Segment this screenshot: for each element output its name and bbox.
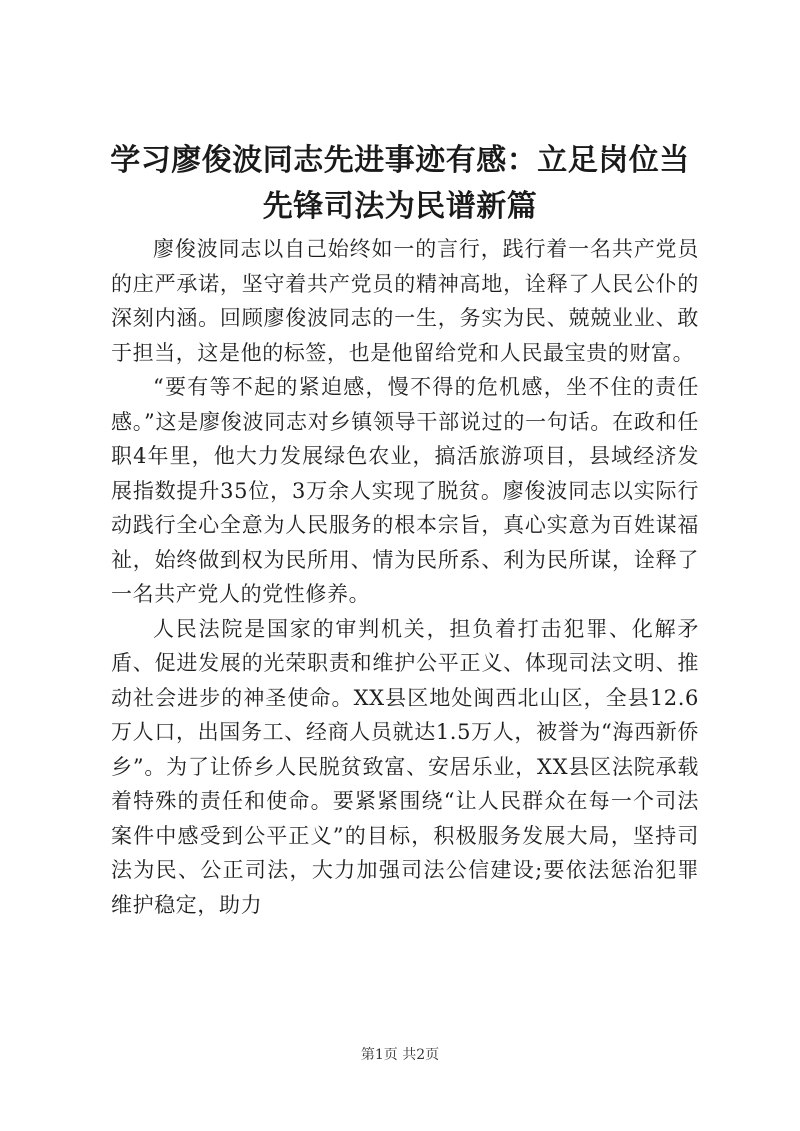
paragraph-1: 廖俊波同志以自己始终如一的言行，践行着一名共产党员的庄严承诺，坚守着共产党员的精神高地，诠释了人民公仆的深刻内涵。回顾廖俊波同志的一生，务实为民、兢兢业业、敢于担当，这是他的标签，也是他留给党和人民最宝贵的财富。 bbox=[111, 237, 699, 365]
paragraph-2: “要有等不起的紧迫感，慢不得的危机感，坐不住的责任感。”这是廖俊波同志对乡镇领导干部说过的一句话。在政和任职4年里，他大力发展绿色农业，搞活旅游项目，县域经济发展指数提升35位，3万余人实现了脱贫。廖俊波同志以实际行动践行全心全意为人民服务的根本宗旨，真心实意为百姓谋福祉，始终做到权为民所用、情为民所系、利为民所谋，诠释了一名共产党人的党性修养。 bbox=[111, 375, 699, 606]
paragraph-3: 人民法院是国家的审判机关，担负着打击犯罪、化解矛盾、促进发展的光荣职责和维护公平正义、体现司法文明、推动社会进步的神圣使命。XX县区地处闽西北山区，全县12.6万人口，出国务工、经商人员就达1.5万人，被誉为“海西新侨乡”。为了让侨乡人民脱贫致富、安居乐业，XX县区法院承载着特殊的责任和使命。要紧紧围绕“让人民群众在每一个司法案件中感受到公平正义”的目标，积极服务发展大局，坚持司法为民、公正司法，大力加强司法公信建设;要依法惩治犯罪维护稳定，助力 bbox=[111, 616, 699, 917]
page-footer: 第1页 共2页 bbox=[360, 1047, 440, 1063]
document-title: 学习廖俊波同志先进事迹有感：立足岗位当先锋司法为民谱新篇 bbox=[110, 143, 690, 224]
document-body bbox=[111, 232, 699, 922]
